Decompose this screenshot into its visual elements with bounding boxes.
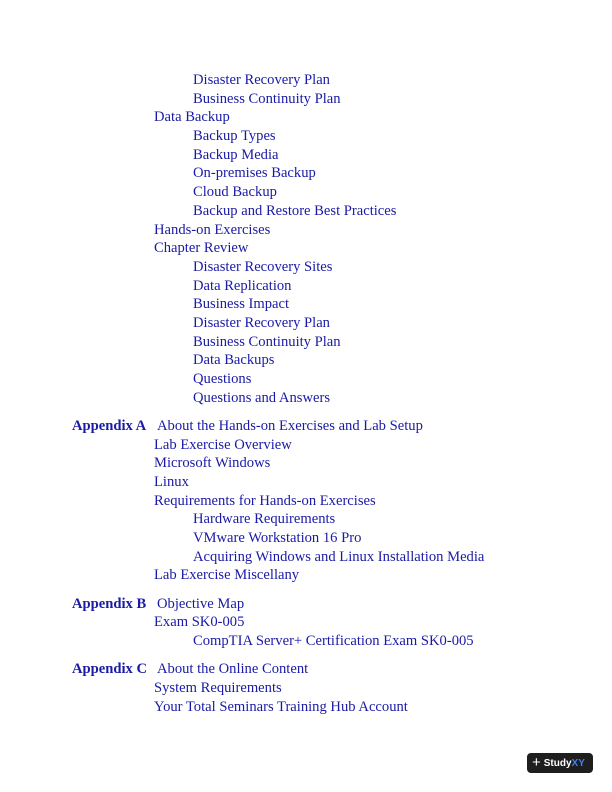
section-link[interactable]: Linux [154,473,189,490]
section-link[interactable]: System Requirements [154,679,282,696]
subsection-link[interactable]: Disaster Recovery Plan [193,314,330,331]
subsection-link[interactable]: Data Replication [193,277,292,294]
toc-section [0,679,612,698]
toc-subsection [0,632,612,651]
appendix-label[interactable]: Appendix B [72,595,147,612]
subsection-link[interactable]: Business Impact [193,296,290,313]
toc-subsection [0,548,612,567]
toc-subsection [0,351,612,370]
section-link[interactable]: Your Total Seminars Training Hub Account [154,698,408,715]
subsection-link[interactable]: Hardware Requirements [193,511,336,528]
toc-subsection [0,389,612,408]
subsection-link[interactable]: Acquiring Windows and Linux Installation Media [193,548,485,565]
subsection-link[interactable]: VMware Workstation 16 Pro [193,530,362,546]
toc-subsection [0,183,612,202]
toc-section [0,239,612,258]
toc-subsection [0,333,612,352]
section-link[interactable]: Chapter Review [154,240,249,257]
toc-subsection [0,258,612,277]
appendix-title-link[interactable]: About the Online Content [157,661,309,678]
toc-subsection [0,510,612,529]
section-link[interactable]: Microsoft Windows [154,455,271,472]
plus-icon: + [532,754,541,771]
toc-subsection [0,164,612,183]
section-link[interactable]: Hands-on Exercises [154,221,271,238]
subsection-link[interactable]: Disaster Recovery Plan [193,72,330,88]
toc-section [0,221,612,240]
subsection-link[interactable]: Backup Types [193,128,276,145]
toc-appendix-heading [0,660,612,679]
studyxy-watermark [527,753,593,773]
appendix-label[interactable]: Appendix C [72,661,148,678]
appendix-title-link[interactable]: Objective Map [157,595,245,612]
subsection-link[interactable]: Questions and Answers [193,389,331,406]
toc-subsection [0,127,612,146]
section-link[interactable]: Lab Exercise Miscellany [154,567,300,584]
toc-subsection [0,90,612,109]
toc-section [0,436,612,455]
watermark-brand-accent: XY [571,757,585,769]
subsection-link[interactable]: Business Continuity Plan [193,333,341,350]
section-link[interactable]: Requirements for Hands-on Exercises [154,492,376,509]
appendix-label[interactable]: Appendix A [72,417,147,434]
subsection-link[interactable]: Backup Media [193,146,279,163]
toc-section [0,613,612,632]
section-link[interactable]: Data Backup [154,109,230,126]
watermark-brand: Study [543,757,572,769]
subsection-link[interactable]: On-premises Backup [193,165,316,182]
appendix-title-link[interactable]: About the Hands-on Exercises and Lab Setup [157,417,423,434]
subsection-link[interactable]: Cloud Backup [193,184,277,201]
toc-section [0,698,612,717]
toc-subsection [0,146,612,165]
subsection-link[interactable]: CompTIA Server+ Certification Exam SK0-005 [193,632,474,649]
section-link[interactable]: Lab Exercise Overview [154,436,292,453]
toc-section [0,473,612,492]
toc-subsection [0,295,612,314]
toc-appendix-heading [0,417,612,436]
subsection-link[interactable]: Questions [193,371,252,387]
subsection-link[interactable]: Backup and Restore Best Practices [193,202,397,219]
toc-section [0,566,612,585]
toc-subsection [0,277,612,296]
toc-section [0,108,612,127]
toc-section [0,454,612,473]
toc-subsection [0,529,612,548]
toc-subsection [0,202,612,221]
subsection-link[interactable]: Business Continuity Plan [193,90,341,107]
table-of-contents [0,71,612,716]
toc-section [0,492,612,511]
toc-subsection [0,71,612,90]
subsection-link[interactable]: Data Backups [193,352,275,369]
toc-appendix-heading [0,595,612,614]
section-link[interactable]: Exam SK0-005 [154,614,245,631]
toc-subsection [0,370,612,389]
toc-subsection [0,314,612,333]
subsection-link[interactable]: Disaster Recovery Sites [193,258,333,275]
